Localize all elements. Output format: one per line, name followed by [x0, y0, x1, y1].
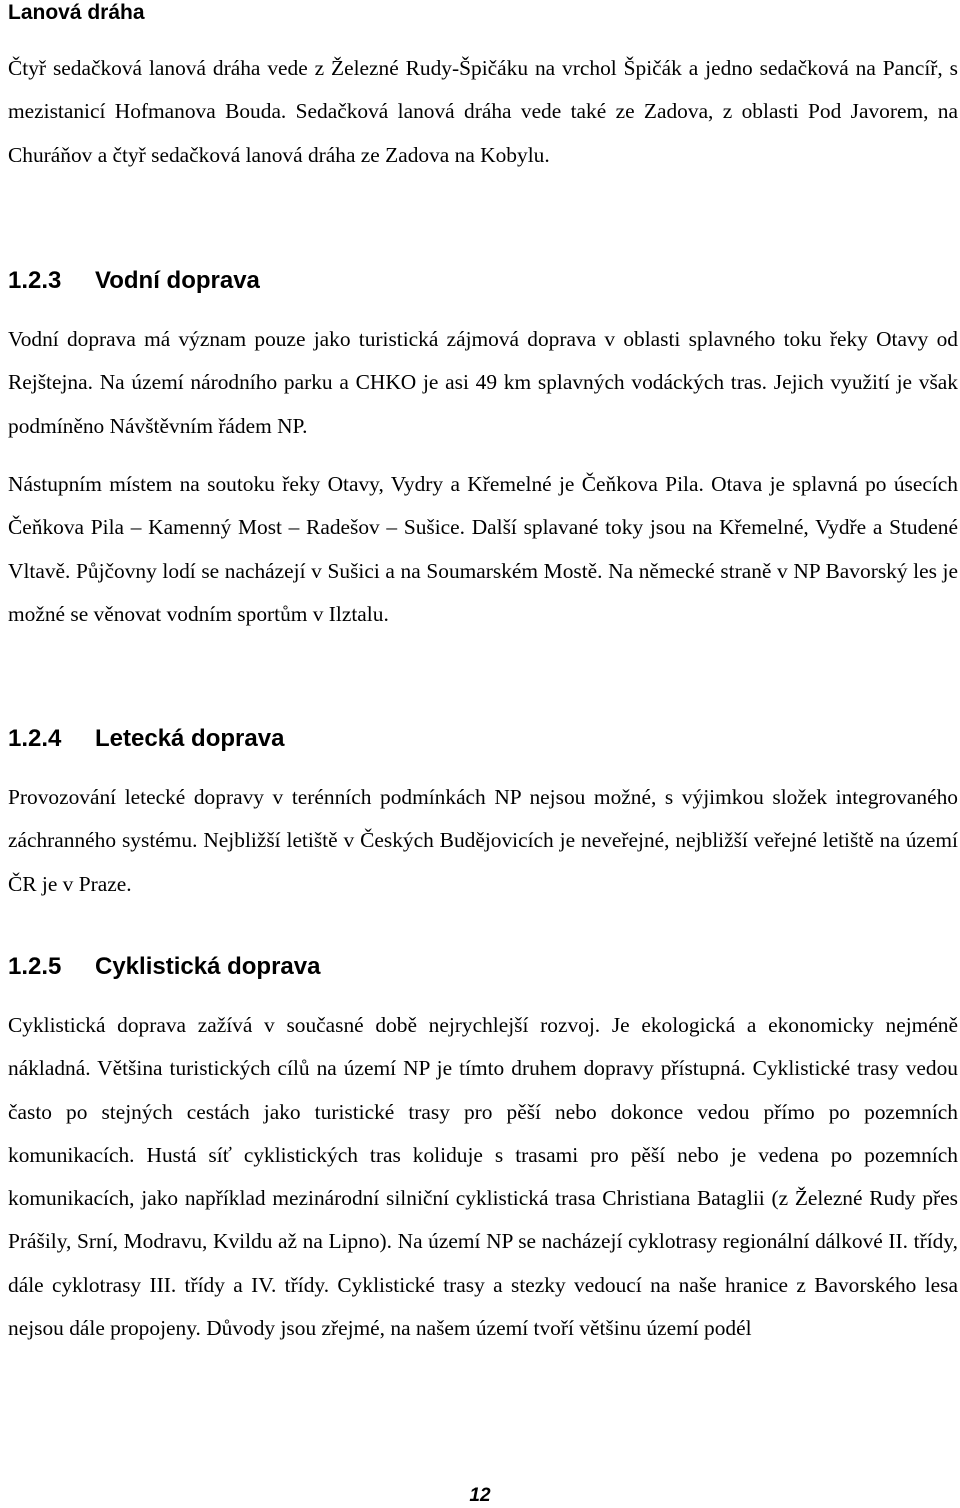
section-number: 1.2.4 [8, 725, 62, 752]
paragraph-lanova-draha: Čtyř sedačková lanová dráha vede z Železné Rudy-Špičáku na vrchol Špičák a jedno sedačková na Pancíř, s mezistanicí Hofmanova Bouda. Sedačková lanová dráha vede také ze Zadova, z oblasti Pod Javorem, na Churáňov a čtyř sedačková lanová dráha ze Zadova na Kobylu. [8, 56, 958, 167]
paragraph-vodni-doprava-1: Vodní doprava má význam pouze jako turistická zájmová doprava v oblasti splavného toku řeky Otavy od Rejštejna. Na území národního parku a CHKO je asi 49 km splavných vodáckých tras. Jejich využití je však podmíněno Návštěvním řádem NP. [8, 327, 958, 438]
paragraph-vodni-doprava-2: Nástupním místem na soutoku řeky Otavy, Vydry a Křemelné je Čeňkova Pila. Otava je splavná po úsecích Čeňkova Pila – Kamenný Most – Radešov – Sušice. Další splavané toky jsou na Křemelné, Vydře a Studené Vltavě. Půjčovny lodí se nacházejí v Sušici a na Soumarském Mostě. Na německé straně v NP Bavorský les je možné se věnovat vodním sportům v Ilztalu. [8, 472, 958, 626]
paragraph-letecka-doprava: Provozování letecké dopravy v terénních podmínkách NP nejsou možné, s výjimkou složek integrovaného záchranného systému. Nejbližší letiště v Českých Budějovicích je neveřejné, nejbližší veřejné letiště na území ČR je v Praze. [8, 785, 958, 896]
page-number: 12 [469, 1485, 491, 1506]
section-title: Vodní doprava [95, 267, 260, 294]
section-title: Cyklistická doprava [95, 953, 321, 980]
heading-letecka-doprava [8, 724, 284, 754]
heading-lanova-draha: Lanová dráha [8, 1, 145, 24]
section-number: 1.2.5 [8, 953, 62, 980]
section-title: Letecká doprava [95, 725, 285, 752]
heading-cyklisticka-doprava [8, 952, 320, 982]
heading-vodni-doprava [8, 266, 260, 296]
section-number: 1.2.3 [8, 267, 62, 294]
paragraph-cyklisticka-doprava: Cyklistická doprava zažívá v současné době nejrychlejší rozvoj. Je ekologická a ekonomicky nejméně nákladná. Většina turistických cílů na území NP je tímto druhem dopravy přístupná. Cyklistické trasy vedou často po stejných cestách jako turistické trasy pro pěší nebo dokonce vedou přímo po pozemních komunikacích. Hustá síť cyklistických tras koliduje s trasami pro pěší nebo je vedena po pozemních komunikacích, jako například mezinárodní silniční cyklistická trasa Christiana Bataglii (z Železné Rudy přes Prášily, Srní, Modravu, Kvildu až na Lipno). Na území NP se nacházejí cyklotrasy regionální dálkové II. třídy, dále cyklotrasy III. třídy a IV. třídy. Cyklistické trasy a stezky vedoucí na naše hranice z Bavorského lesa nejsou dále propojeny. Důvody jsou zřejmé, na našem území tvoří většinu území podél [8, 1013, 958, 1341]
